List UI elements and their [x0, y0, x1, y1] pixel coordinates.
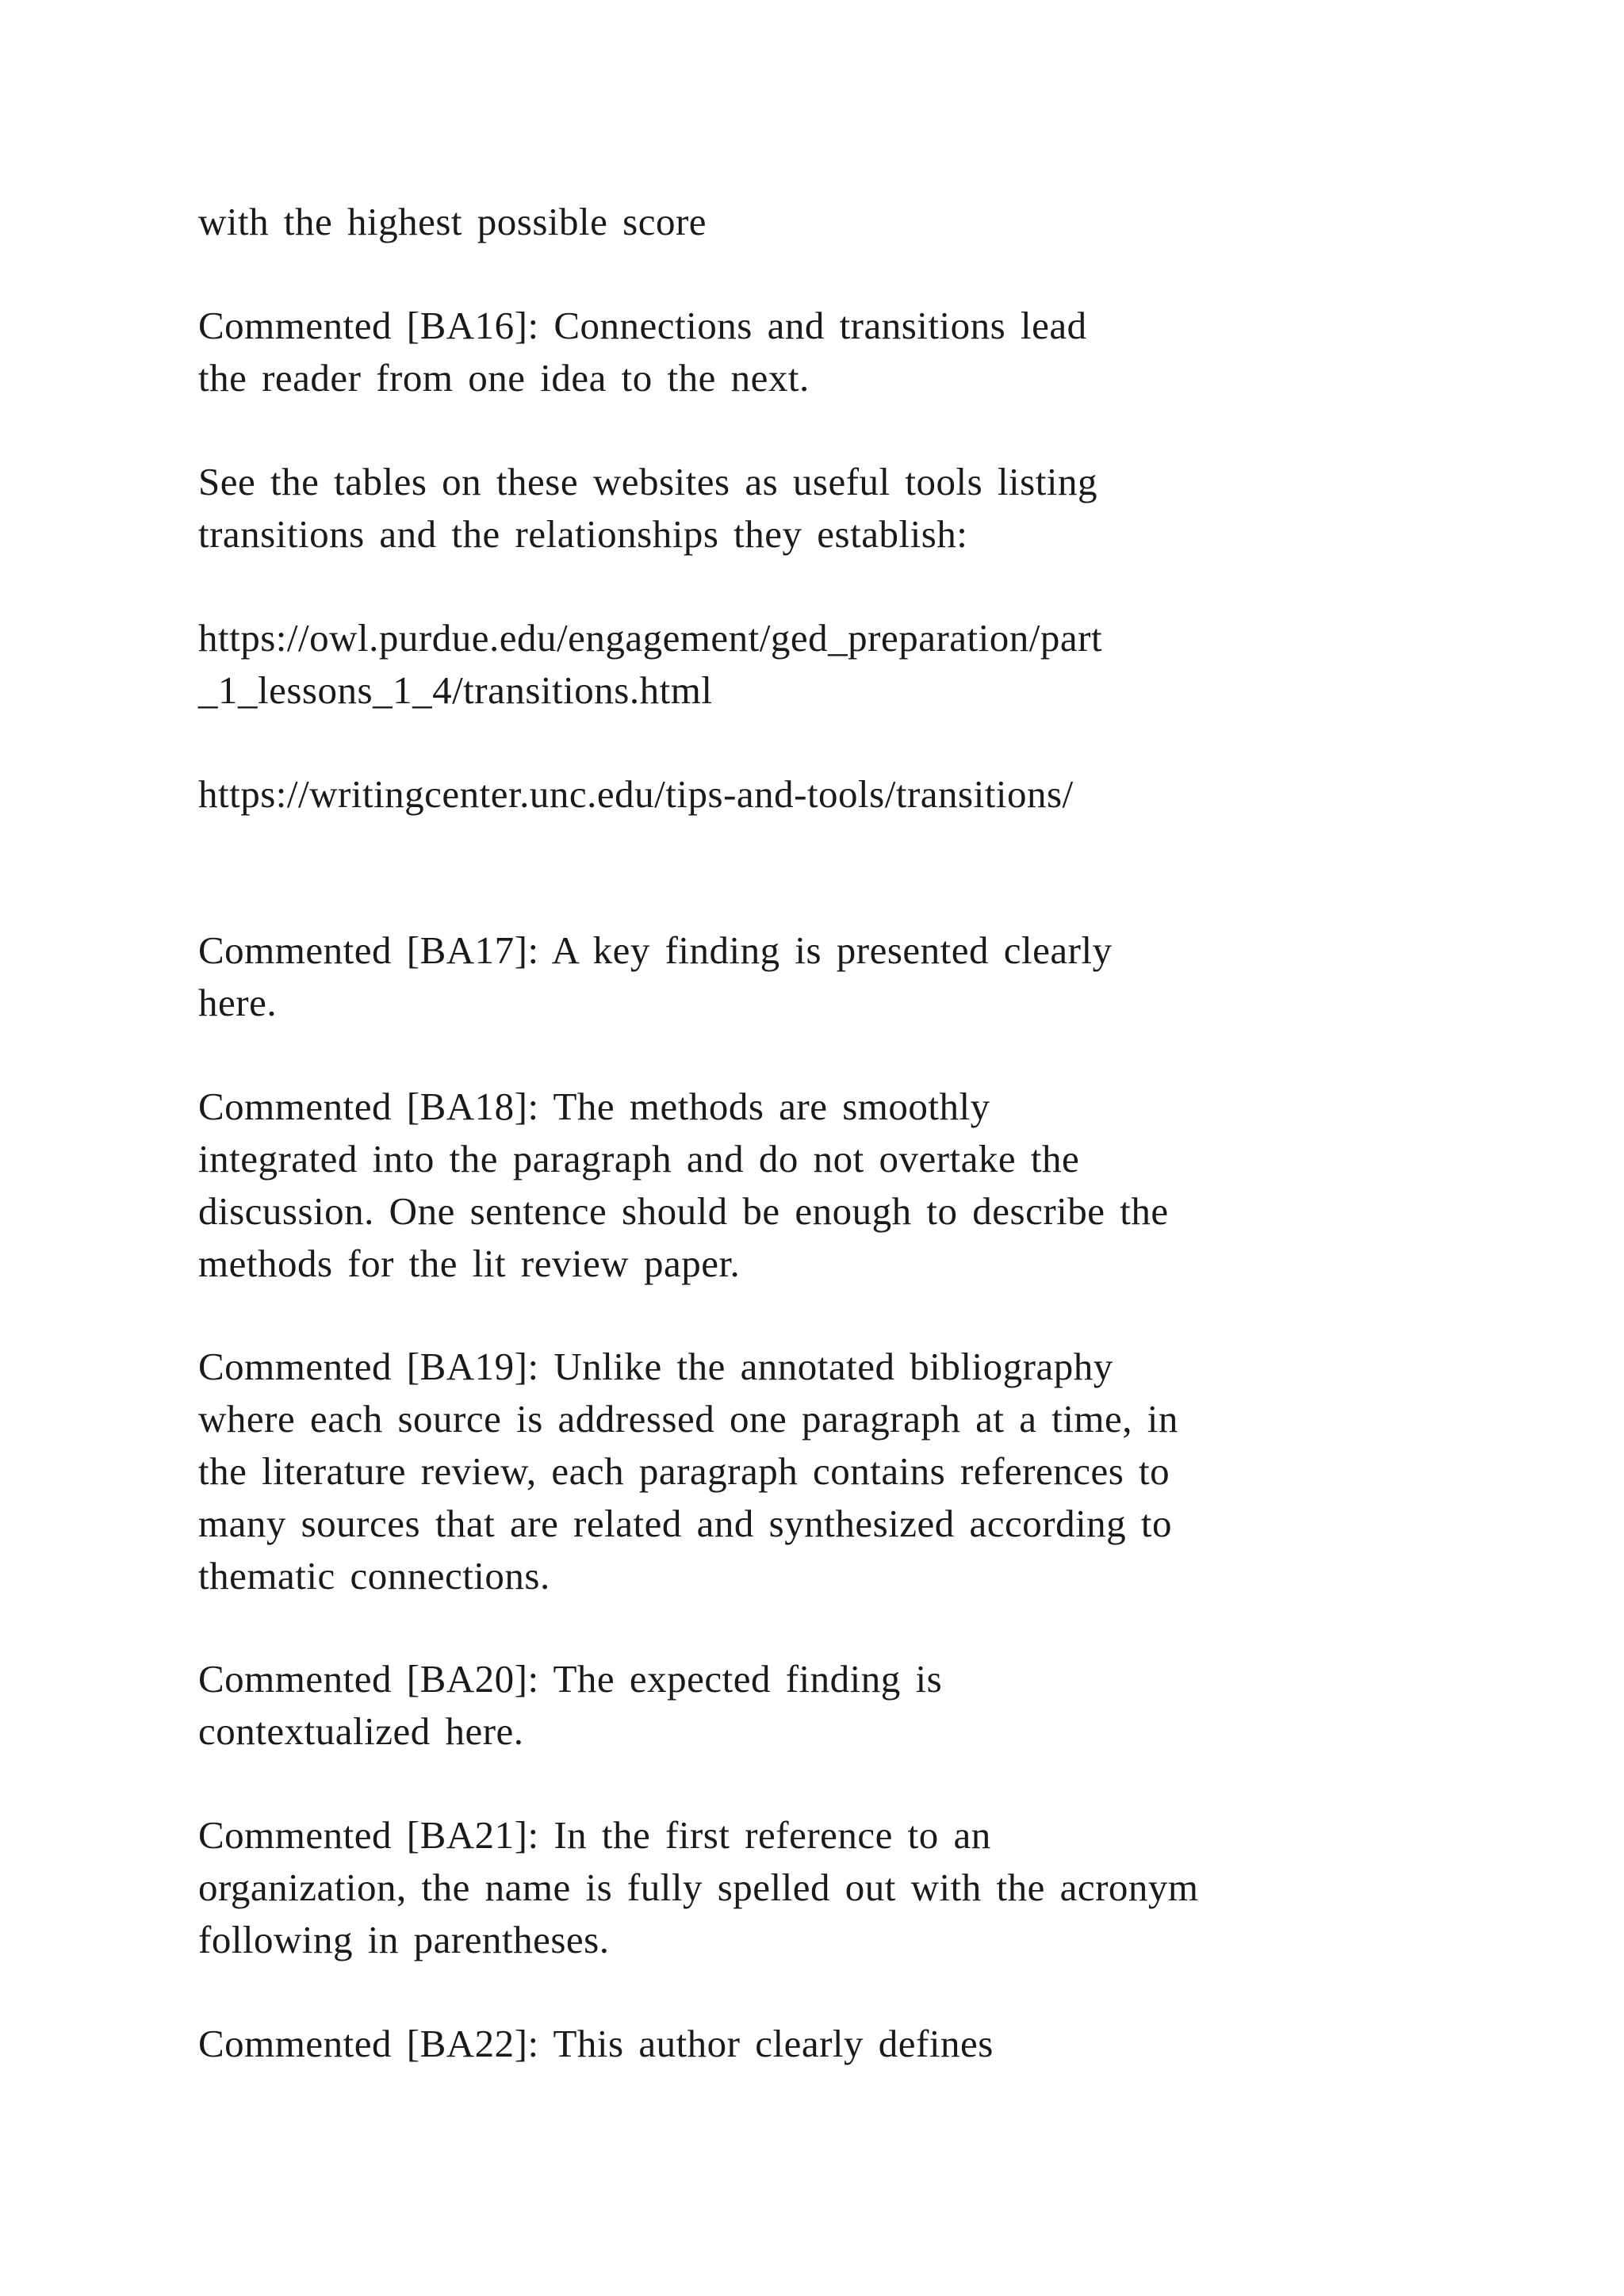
url-line: https://owl.purdue.edu/engagement/ged_preparation/part [198, 616, 1103, 660]
comment-ba19 [198, 1341, 1435, 1602]
comment-ba16 [198, 300, 1435, 404]
comment-ba17 [198, 924, 1435, 1029]
text-line: methods for the lit review paper. [198, 1242, 741, 1285]
text-line: here. [198, 981, 278, 1024]
text-line: discussion. One sentence should be enough to describe the [198, 1189, 1169, 1233]
text-line: organization, the name is fully spelled out with the acronym [198, 1866, 1199, 1909]
paragraph-score-fragment [198, 196, 1435, 248]
link-unc-writing-center [198, 768, 1435, 821]
comment-ba21 [198, 1809, 1435, 1966]
text-line: See the tables on these websites as useful tools listing [198, 460, 1097, 503]
text-line: Commented [BA16]: Connections and transitions lead [198, 304, 1087, 347]
text-line: thematic connections. [198, 1554, 550, 1598]
text-line: the reader from one idea to the next. [198, 356, 810, 400]
text-line: the literature review, each paragraph contains references to [198, 1449, 1170, 1493]
text-line: where each source is addressed one paragraph at a time, in [198, 1397, 1178, 1441]
text-line: Commented [BA20]: The expected finding is [198, 1657, 943, 1701]
text-line: transitions and the relationships they establish: [198, 512, 968, 556]
text-line: with the highest possible score [198, 200, 707, 243]
text-line: Commented [BA22]: This author clearly defines [198, 2022, 994, 2065]
url-line: _1_lessons_1_4/transitions.html [198, 668, 713, 712]
comment-ba20 [198, 1653, 1435, 1758]
url-line: https://writingcenter.unc.edu/tips-and-tools/transitions/ [198, 772, 1074, 816]
link-purdue-owl [198, 612, 1435, 717]
text-line: integrated into the paragraph and do not overtake the [198, 1137, 1080, 1181]
text-line: Commented [BA19]: Unlike the annotated bibliography [198, 1345, 1113, 1388]
text-line: Commented [BA17]: A key finding is presented clearly [198, 928, 1113, 972]
comment-ba18 [198, 1081, 1435, 1290]
text-line: many sources that are related and synthesized according to [198, 1502, 1173, 1545]
text-line: following in parentheses. [198, 1918, 610, 1961]
text-line: contextualized here. [198, 1709, 524, 1753]
text-line: Commented [BA21]: In the first reference to an [198, 1813, 991, 1857]
comment-ba22 [198, 2018, 1435, 2070]
paragraph-transition-tables [198, 456, 1435, 561]
text-line: Commented [BA18]: The methods are smoothly [198, 1085, 990, 1128]
